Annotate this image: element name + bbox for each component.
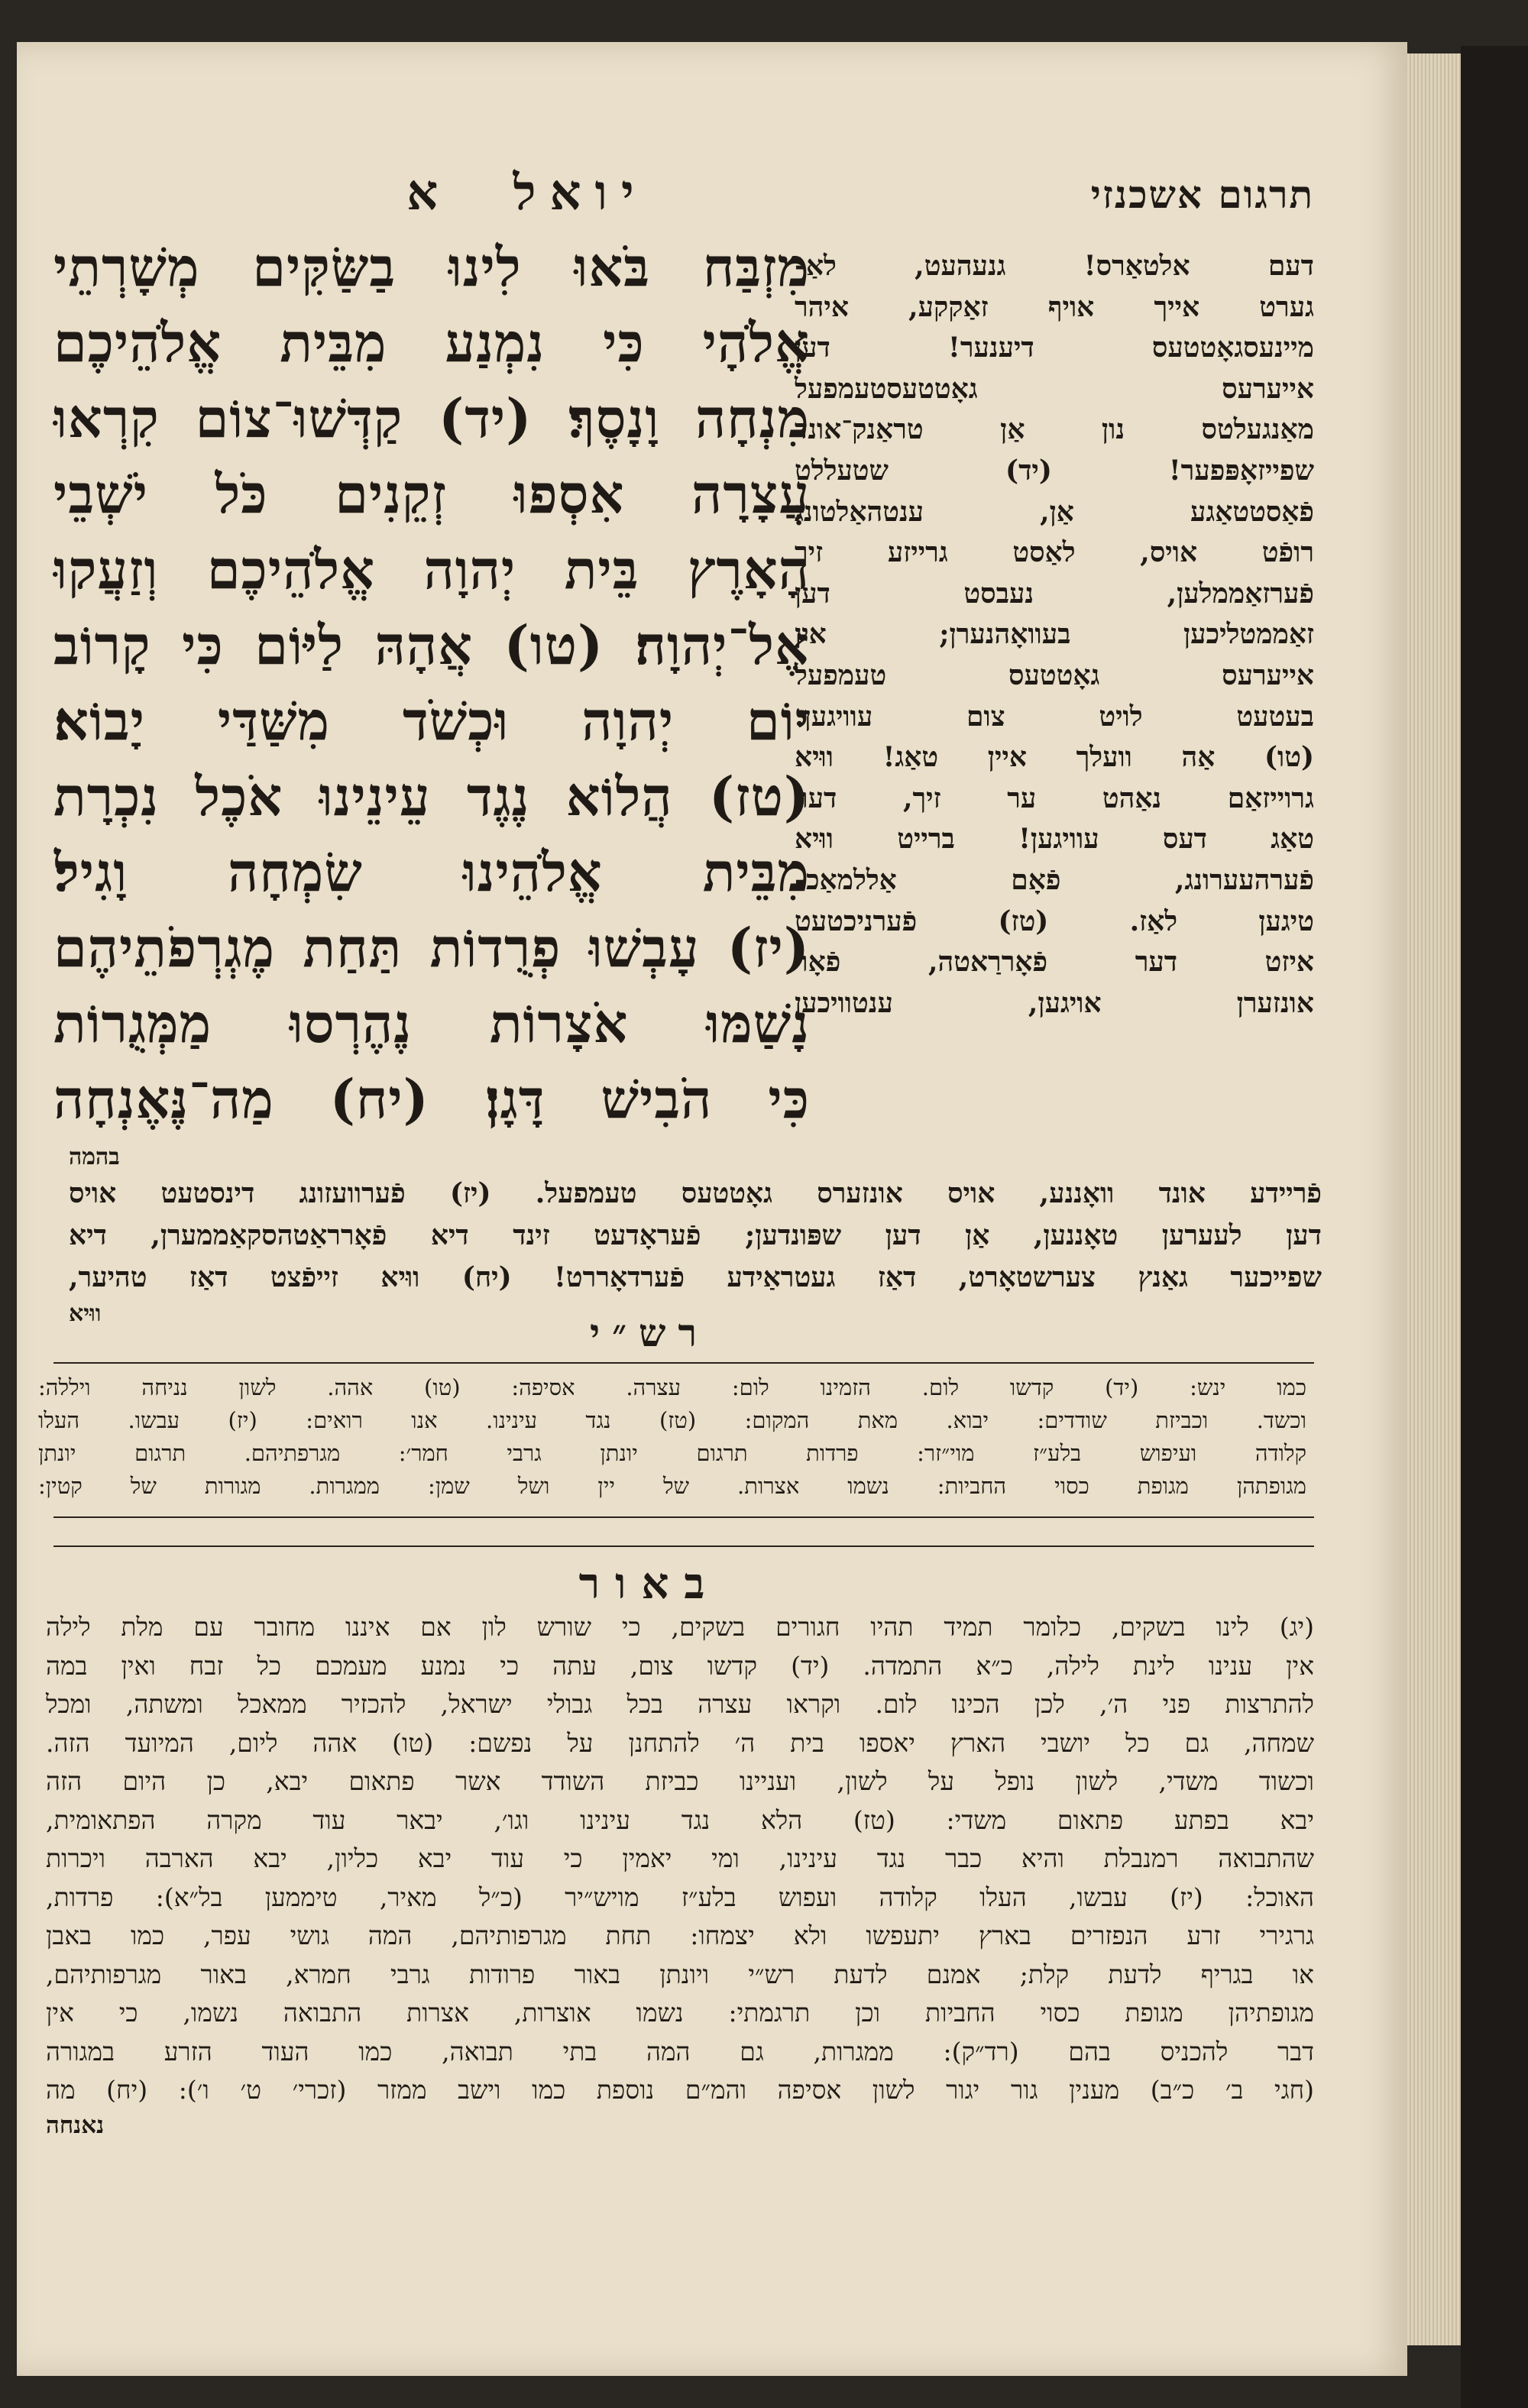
biur-line: או בגריף לדעת קלת; אמנם לדעת רש״י ויונתן באור פרודות גרבי חמרא, באור מגרפותיהם, [46, 1959, 1314, 1989]
translation-line: איזט דער פֿאָררַאטה, פֿאָר [795, 946, 1314, 979]
translation-line: טיגען לאַז. (טז) פֿערניכטעט [795, 905, 1314, 937]
translation-line: טאַג דעס עוויגען! ברייט ווּיא [795, 823, 1314, 856]
hebrew-line: (טז) הֲלוֹא נֶגֶד עֵינֵינוּ אֹכֶל נִכְרָת [53, 765, 810, 828]
hebrew-line: אֱלֹהָי כִּי נִמְנַע מִבֵּית אֱלֹהֵיכֶם [53, 311, 810, 374]
translation-line: דעם אלטאַרס! גנעהעט, לאַ- [795, 250, 1314, 282]
biur-line: אין ענינו לינת לילה, כ״א התמדה. (יד) קדשו צום, עתה כי נמנע מעמכם כל זבח ואין במה [46, 1650, 1314, 1681]
biur-line: גרגירי זרע הנפזרים בארץ יתעפשו ולא יצמחו: תחת מגרפותיהם, המה גושי עפר, כמו באבן [46, 1921, 1314, 1950]
biur-line: (חגי ב׳ כ״ב) מענין גור יגור לשון אסיפה והמ״ם נוספת כמו וישב ממזר (זכרי׳ ט׳ ו׳): (יח) מה [46, 2075, 1314, 2105]
rashi-heading: רש״י [589, 1310, 710, 1355]
translation-line: אונזערן אויגען, ענטוויכען [795, 986, 1314, 1019]
rashi-line: מגופתהן מגופת כסוי החביות: נשמו אצרות. של יין ושל שמן: ממגרות. מגורות של קטין: [38, 1473, 1306, 1499]
rashi-line: קלודה ועיפוש בלע״ז מוי״זר: פרדות תרגום יונתן גרבי חמר׳: מגרפתיהם. תרגום יונתן [38, 1440, 1306, 1466]
rashi-line: כמו ינש: (יד) קדשו לום. הזמינו לום: עצרה. אסיפה: (טו) אהה. לשון נניחה ויללה: [38, 1374, 1306, 1400]
hebrew-line: מִבֵּית אֱלֹהֵינוּ שִׂמְחָה וָגִיל׃ [53, 840, 810, 904]
translation-column [795, 246, 1314, 1024]
translation-line: דען לעערען טאָננען, אַן דען שפּונדען; פֿעראָדעט זינד דיא פֿאָרראַטהסקאַממערן, דיא [69, 1219, 1322, 1251]
hebrew-line: (יז) עָבְשׁוּ פְרֻדוֹת תַּחַת מֶגְרְפֹתֵיהֶם [53, 916, 810, 979]
running-header-translation: תרגום אשכנזי [1090, 172, 1314, 217]
hebrew-line: יוֹם יְהוָה וּכְשֹׁד מִשַּׁדַּי יָבוֹא׃ [53, 689, 810, 752]
biur-line: להתרצות פני ה׳, לכן הכינו לום. וקראו עצרה בכל גבולי ישראל, להכזיר ממאכל ומשתה, ומכל [46, 1689, 1314, 1719]
catchword: ווּיא [69, 1300, 102, 1327]
translation-line: פֿאַסטטאַגע אַן, ענטהאַלטונג [795, 495, 1314, 528]
divider-rule [53, 1545, 1314, 1547]
translation-line: אייערעס גאָטטעס טעמפעל [795, 659, 1314, 691]
translation-line: בעטעט לויט צום עוויגען. [795, 700, 1314, 733]
translation-line: מיינעסגאָטטעס דיענער! דען [795, 332, 1314, 364]
hebrew-line: כִּי הֹבִישׁ דָּגָן׃ (יח) מַה־נֶּאֶנְחָה [53, 1067, 810, 1131]
biur-line: (יג) לינו בשקים, כלומר תמיד תהיו חגורים בשקים, כי שורש לון אם איננו מחובר עם מלת לילה [46, 1612, 1314, 1642]
rashi-line: וכשד. וכביזת שודדים: יבוא. מאת המקום: (טז) נגד עינינו. אנו רואים: (יז) עבשו. העלו [38, 1407, 1306, 1433]
translation-line: גרוייזאַם נאַהט ער זיך, דער [795, 782, 1314, 814]
hebrew-line: אֶל־יְהוָה׃ (טו) אֲהָהּ לַיּוֹם כִּי קָרוֹב [53, 613, 810, 677]
biur-commentary [46, 1608, 1314, 2141]
translation-full-width [69, 1142, 1322, 1329]
translation-line: גערט אייך אויף זאַקקע, איהר [795, 290, 1314, 323]
catchword: נאנחה [46, 2111, 105, 2139]
translation-line: פֿערהעערונג, פֿאָם אַללמאַכ- [795, 863, 1314, 896]
hebrew-line: מִנְחָה וָנָסֶךְ׃ (יד) קַדְּשׁוּ־צוֹם קִרְאוּ [53, 387, 810, 450]
hebrew-line: הָאָרֶץ בֵּית יְהוָה אֱלֹהֵיכֶם וְזַעֲקוּ [53, 538, 810, 601]
translation-line: פֿערזאַממלען, נעבסט דען [795, 577, 1314, 610]
translation-line: שפייזאָפּפער! (יד) שטעללט [795, 454, 1314, 487]
biur-line: האוכל: (יז) עבשו, העלו קלודה ועפוש בלע״ז מויש״יר (כ״ל מאיר, טיממען בל״א): פרדות, [46, 1882, 1314, 1912]
hebrew-text-column [53, 229, 810, 1137]
divider-rule [53, 1516, 1314, 1518]
biur-line: מגופתיהן מגופת כסוי החביות וכן תרגמתי: נשמו אוצרות, אצרות התבואה נשמו, כי אין [46, 1998, 1314, 2028]
biur-heading: באור [578, 1558, 720, 1609]
translation-line: מאַנגעלטס נון אַן טראַנק־אונד [795, 413, 1314, 446]
translation-line: זאַממטליכען בעוואָהנערן; אין [795, 618, 1314, 651]
divider-rule [53, 1362, 1314, 1364]
translation-line: פֿריידע אונד וואָננע, אויס אונזערס גאָטטעס טעמפעל. (יז) פֿערוועזונג דינסטעט אויס [69, 1177, 1322, 1209]
biur-line: יבא בפתע פתאום משדי: (טז) הלא נגד עינינו וגו׳, יבאר עוד מקרה הפתאומית, [46, 1804, 1314, 1835]
hebrew-line: עֲצָרָה אִסְפוּ זְקֵנִים כֹּל יֹשְׁבֵי [53, 462, 810, 526]
scan-background [1461, 46, 1528, 2408]
rashi-commentary [38, 1371, 1306, 1503]
translation-line: (טו) אַה וועלך איין טאַג! ווּיא [795, 741, 1314, 774]
translation-line: אייערעס גאָטטעסטעמפעל [795, 372, 1314, 405]
biur-line: וכשוד משדי, לשון נופל על לשון, ועניינו כביזת השודד אשר פתאום יבא, כן היום הזה [46, 1766, 1314, 1796]
biur-line: דבר להכניס בהם (רד״ק): ממגרות, גם המה בתי תבואה, כמו העוד הזרע במגורה [46, 2036, 1314, 2067]
translation-line: רופֿט אויס, לאַסט גרייזע זיך [795, 536, 1314, 569]
hebrew-line: נָשַׁמּוּ אֹצָרוֹת נֶהֶרְסוּ מַמְּגֻרוֹת [53, 992, 810, 1055]
translation-line: שפייכער גאַנץ צערשטאָרט, דאַז געטראַידע פֿערדאָררט! (יח) ווּיא זייפֿצט דאַז טהיער, [69, 1261, 1322, 1293]
biur-line: שהתבואה רמנבלת והיא כבר נגד עינינו, ומי יאמין כי עוד יבא כליון, יבא הארבה ויכרות [46, 1843, 1314, 1873]
catchword: בהמה [69, 1144, 120, 1170]
hebrew-line: מִזְבַּח בֹּאוּ לִינוּ בַשַּׂקִּים מְשָׁרְתֵי [53, 235, 810, 299]
biur-line: שמחה, גם כל יושבי הארץ יאספו בית ה׳ להתחנן על נפשם: (טו) אהה ליום, המיועד הזה. [46, 1727, 1314, 1758]
running-header-book: יואל א [406, 164, 648, 222]
page-edge [1407, 53, 1461, 2345]
